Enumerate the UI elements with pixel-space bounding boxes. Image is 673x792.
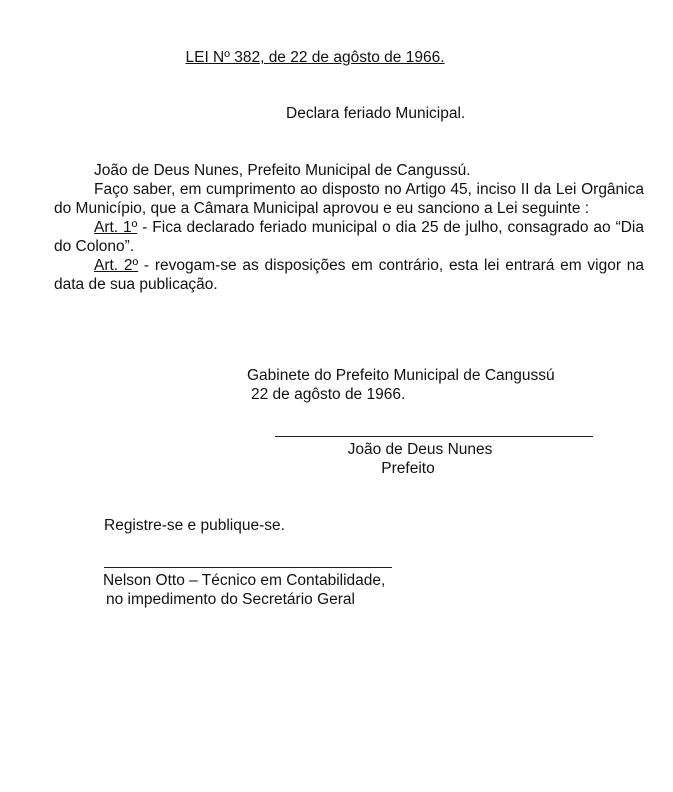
law-summary: Declara feriado Municipal. [286, 105, 466, 122]
article-2-label: Art. 2º [94, 257, 139, 274]
mayor-signature-line [275, 436, 593, 437]
mayor-title: Prefeito [381, 460, 435, 477]
law-title: LEI Nº 382, de 22 de agôsto de 1966. [185, 49, 445, 66]
closing-office: Gabinete do Prefeito Municipal de Cangussú [247, 367, 555, 384]
article-1 [54, 218, 644, 256]
registration-note: Registre-se e publique-se. [104, 517, 285, 534]
preamble-paragraph: Faço saber, em cumprimento ao disposto no Artigo 45, inciso II da Lei Orgânica do Município, que a Câmara Municipal aprovou e eu sanciono a Lei seguinte : [54, 181, 644, 217]
closing-date: 22 de agôsto de 1966. [251, 386, 406, 403]
law-body [54, 161, 644, 294]
article-1-label: Art. 1º [94, 219, 138, 236]
secretary-role: no impedimento do Secretário Geral [106, 591, 355, 608]
intro-paragraph: João de Deus Nunes, Prefeito Municipal de Cangussú. [94, 162, 471, 179]
secretary-signature-line [104, 567, 392, 568]
article-2-text: - revogam-se as disposições em contrário, esta lei entrará em vigor na data de sua publicação. [54, 257, 644, 293]
article-2 [54, 256, 644, 294]
mayor-name: João de Deus Nunes [347, 441, 493, 458]
article-1-text: - Fica declarado feriado municipal o dia 25 de julho, consagrado ao “Dia do Colono”. [54, 219, 644, 255]
secretary-name: Nelson Otto – Técnico em Contabilidade, [103, 572, 386, 589]
